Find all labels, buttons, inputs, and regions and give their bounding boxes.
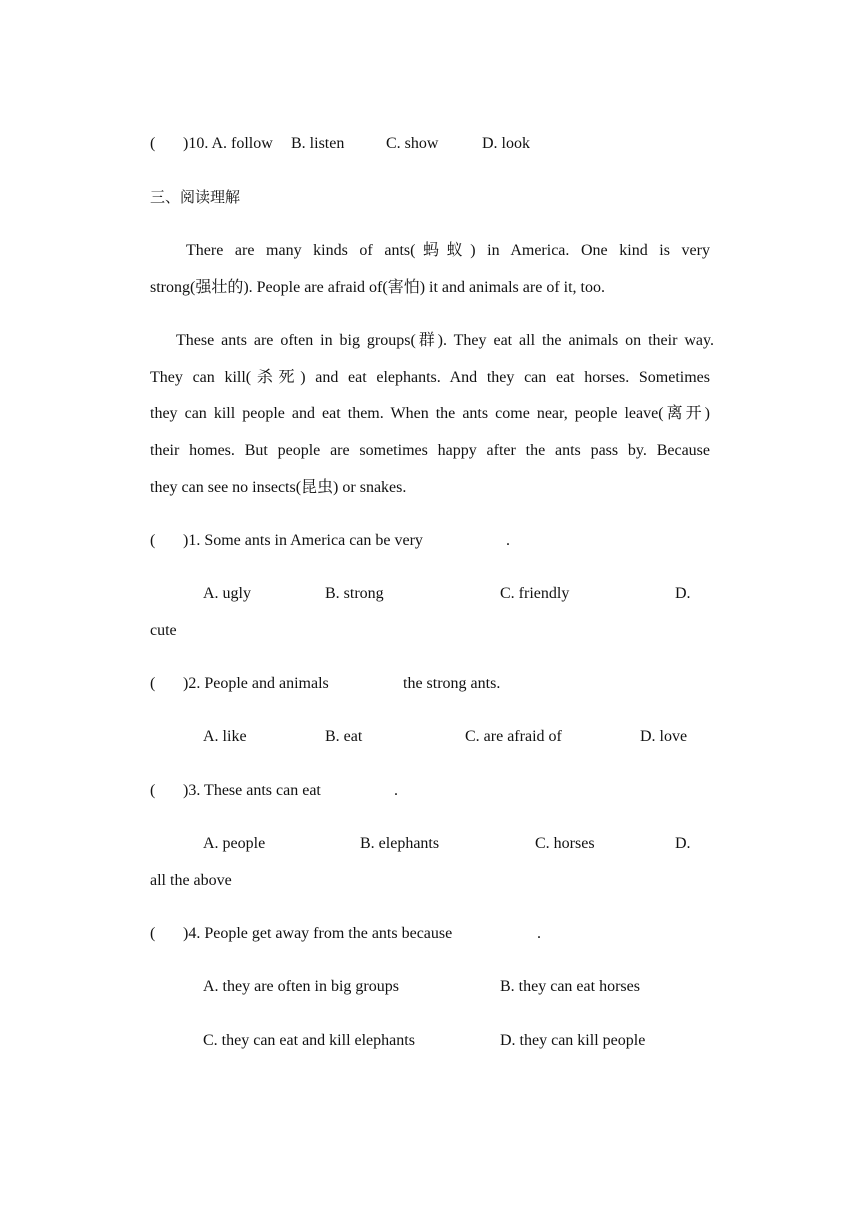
q1-option-d-cont: cute [150,622,177,639]
q3-paren: ( [150,782,156,799]
passage-p1-line1: There are many kinds of ants(蚂蚁) in America. One kind is very [186,242,710,259]
q1-option-d: D. [675,585,691,602]
section-title: 三、阅读理解 [150,188,241,206]
q2-option-c: C. are afraid of [465,728,562,745]
q1-paren: ( [150,532,156,549]
q3-option-b: B. elephants [360,835,440,852]
q2-tail: the strong ants. [403,675,501,692]
q4-option-d: D. they can kill people [500,1032,646,1049]
q2-option-d: D. love [640,728,688,745]
q1-option-b: B. strong [325,585,384,602]
q2-option-a: A. like [203,728,247,745]
q1-stem: )1. Some ants in America can be very [183,532,423,549]
q4-option-c: C. they can eat and kill elephants [203,1032,415,1049]
q2-paren: ( [150,675,156,692]
q4-stem: )4. People get away from the ants because [183,925,453,942]
q3-option-a: A. people [203,835,266,852]
q3-option-d-cont: all the above [150,872,232,889]
q1-option-a: A. ugly [203,585,251,602]
q10-option-c: C. show [386,135,439,152]
q4-option-b: B. they can eat horses [500,978,640,995]
q4-paren: ( [150,925,156,942]
passage-p2-line5: they can see no insects(昆虫) or snakes. [150,479,407,496]
q2-option-b: B. eat [325,728,363,745]
q10-paren: ( [150,135,156,152]
passage-p2-line3: they can kill people and eat them. When the ants come near, people leave(离开) [150,405,710,422]
passage-p2-line1: These ants are often in big groups(群). They eat all the animals on their way. [176,332,714,349]
q10-option-b: B. listen [291,135,345,152]
passage-p2-line4: their homes. But people are sometimes happy after the ants pass by. Because [150,442,710,459]
q4-tail: . [537,925,541,942]
q10-option-d: D. look [482,135,530,152]
q3-stem: )3. These ants can eat [183,782,321,799]
q2-stem: )2. People and animals [183,675,329,692]
q4-option-a: A. they are often in big groups [203,978,399,995]
q3-option-d: D. [675,835,691,852]
q3-tail: . [394,782,398,799]
passage-p2-line2: They can kill(杀死) and eat elephants. And they can eat horses. Sometimes [150,369,710,386]
q1-option-c: C. friendly [500,585,570,602]
q3-option-c: C. horses [535,835,595,852]
passage-p1-line2: strong(强壮的). People are afraid of(害怕) it and animals are of it, too. [150,279,605,296]
q10-stem: )10. A. follow [183,135,273,152]
q1-tail: . [506,532,510,549]
